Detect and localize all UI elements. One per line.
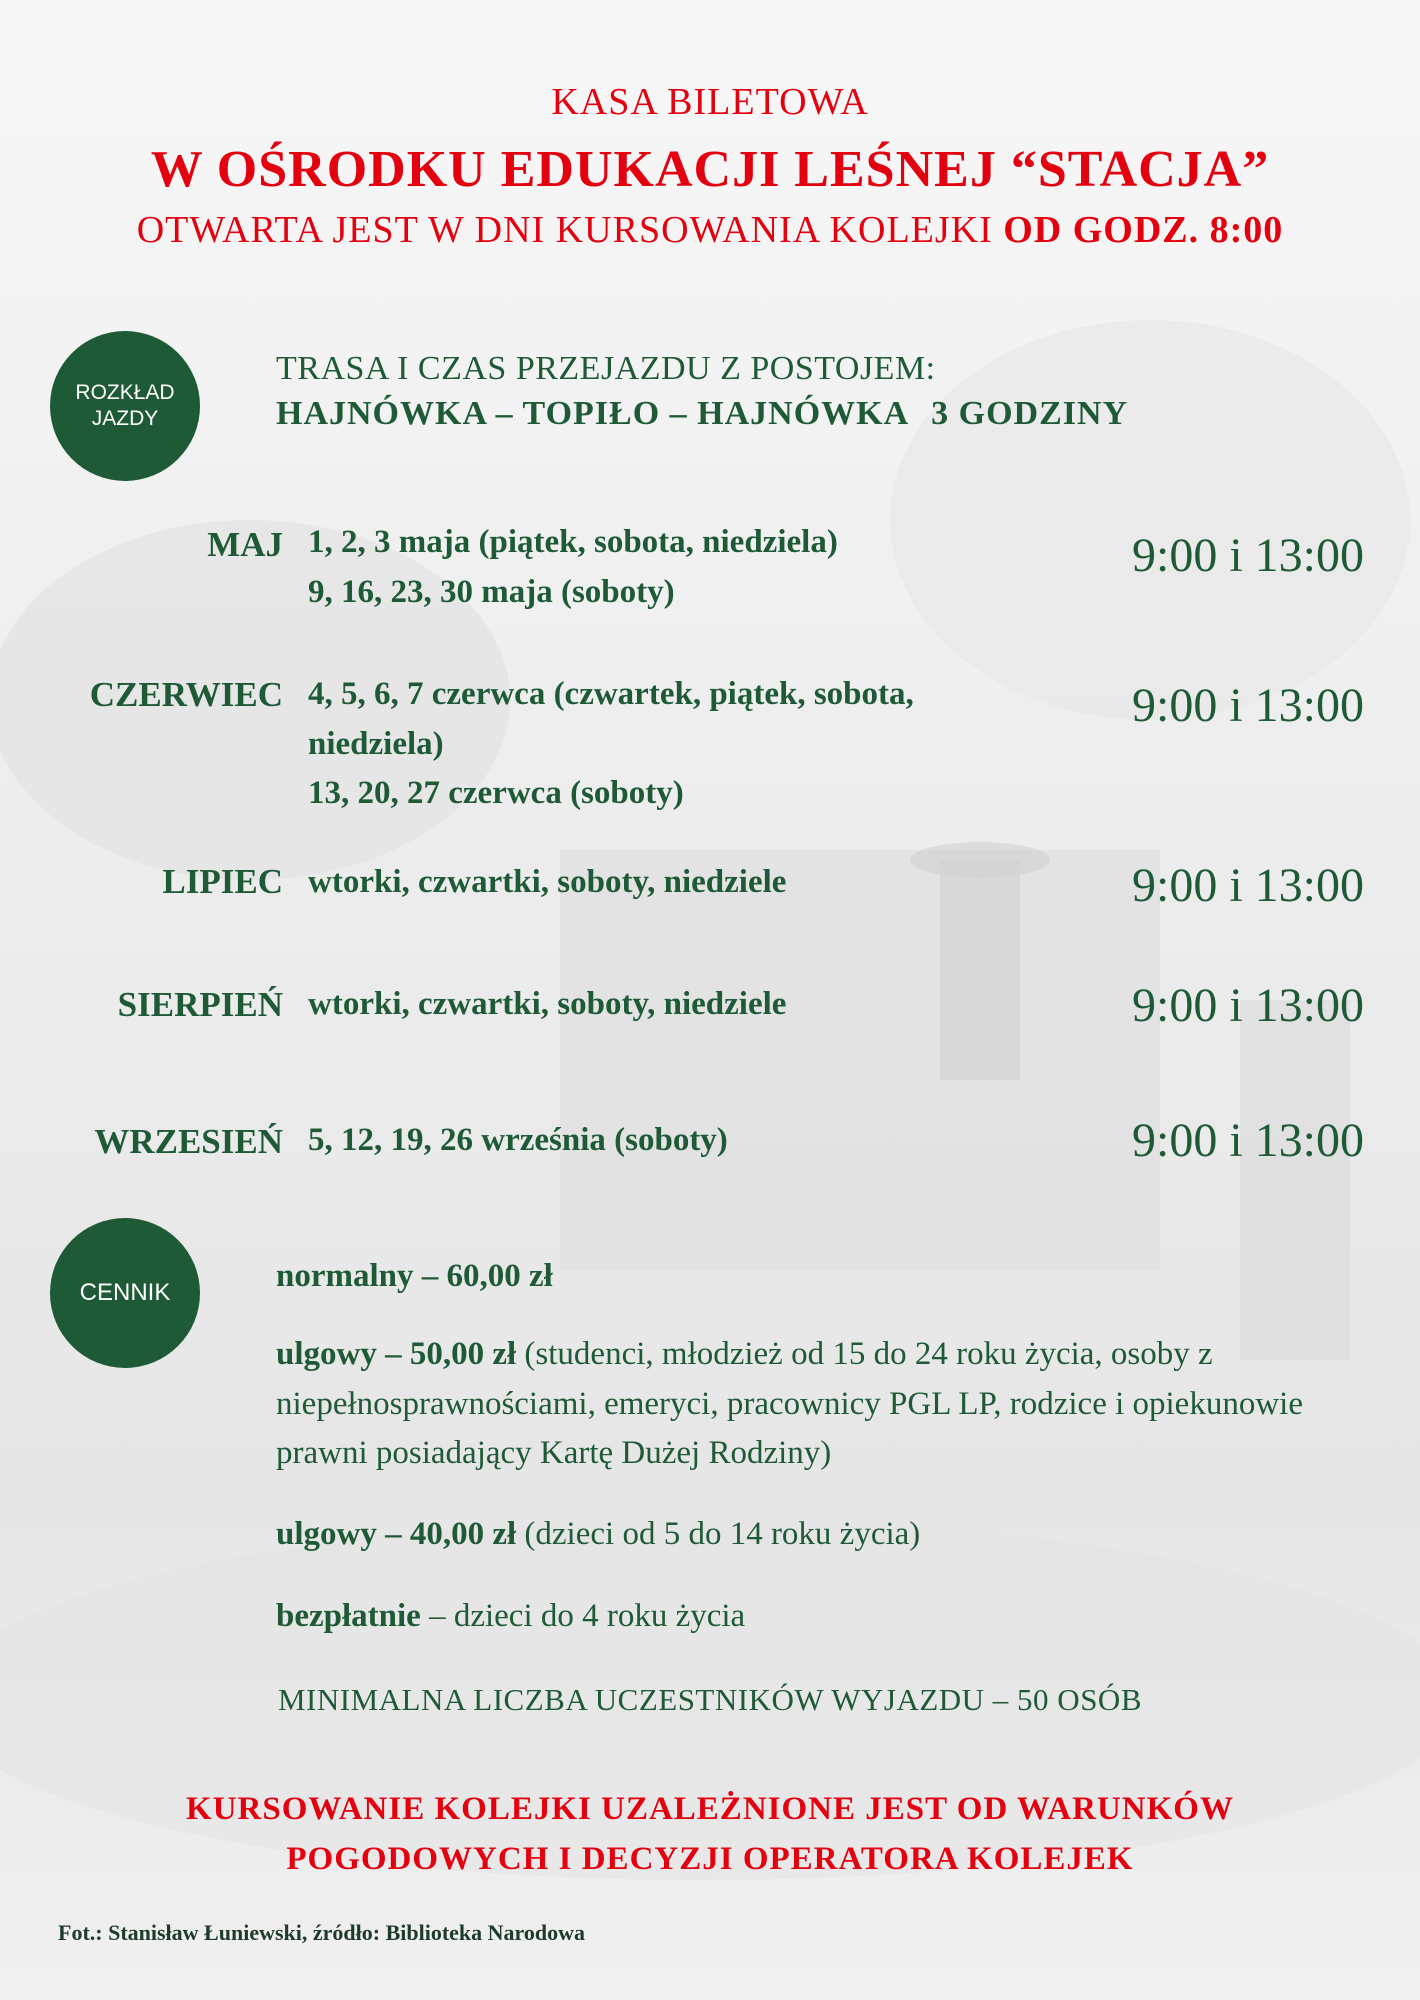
dates-line: 5, 12, 19, 26 września (soboty): [308, 1122, 728, 1158]
minimum-participants: MINIMALNA LICZBA UCZESTNIKÓW WYJAZDU – 50 OSÓB: [277, 1682, 1142, 1717]
price-desc: – dzieci do 4 roku życia: [420, 1598, 746, 1634]
header-line-1: KASA BILETOWA: [551, 81, 869, 123]
opening-text: OTWARTA JEST W DNI KURSOWANIA KOLEJKI: [136, 209, 1004, 251]
dates-line: 1, 2, 3 maja (piątek, sobota, niedziela): [308, 524, 838, 560]
route-duration: 3 GODZINY: [931, 395, 1129, 432]
price-bold: normalny – 60,00 zł: [276, 1258, 553, 1294]
dates-line: 9, 16, 23, 30 maja (soboty): [308, 573, 675, 610]
dates-line: 4, 5, 6, 7 czerwca (czwartek, piątek, sobota, niedziela): [308, 676, 914, 762]
price-desc: (dzieci od 5 do 14 roku życia): [516, 1516, 921, 1552]
price-free: [276, 1592, 1326, 1642]
warning-line-2: POGODOWYCH I DECYZJI OPERATORA KOLEJEK: [286, 1840, 1134, 1877]
price-bold: bezpłatnie: [276, 1598, 421, 1634]
price-desc: (studenci, młodzież od 15 do 24 roku życia, osoby z niepełnosprawnościami, emeryci, pracownicy PGL LP, rodzice i opiekunowie prawni posiadający Kartę Dużej Rodziny): [276, 1336, 1303, 1471]
month-may: MAJ: [207, 525, 283, 564]
price-badge: CENNIK: [50, 1218, 200, 1368]
route-path: HAJNÓWKA – TOPIŁO – HAJNÓWKA: [276, 395, 910, 432]
month-september: WRZESIEŃ: [94, 1122, 283, 1161]
price-bold: ulgowy – 40,00 zł: [276, 1516, 517, 1552]
price-reduced-50: [276, 1330, 1306, 1479]
dates-august: [308, 980, 1068, 1030]
price-normal: [276, 1252, 1326, 1302]
time-july: 9:00 i 13:00: [1131, 859, 1364, 912]
time-may: 9:00 i 13:00: [1131, 529, 1364, 582]
photo-credit: Fot.: Stanisław Łuniewski, źródło: Biblioteka Narodowa: [58, 1920, 586, 1945]
month-august: SIERPIEŃ: [117, 985, 283, 1024]
weather-warning: [0, 1785, 1420, 1884]
time-september: 9:00 i 13:00: [1131, 1114, 1364, 1167]
route-label: TRASA I CZAS PRZEJAZDU Z POSTOJEM:: [276, 350, 936, 387]
time-august: 9:00 i 13:00: [1131, 979, 1364, 1032]
time-june: 9:00 i 13:00: [1131, 679, 1364, 732]
opening-hour: OD GODZ. 8:00: [1003, 209, 1284, 251]
price-reduced-40: [276, 1510, 1326, 1560]
dates-september: [308, 1116, 1068, 1166]
dates-line: 13, 20, 27 czerwca (soboty): [308, 775, 684, 811]
dates-line: wtorki, czwartki, soboty, niedziele: [308, 864, 787, 900]
schedule-badge: [50, 331, 200, 481]
dates-july: [308, 858, 1068, 908]
dates-may: [308, 518, 1068, 617]
month-july: LIPIEC: [162, 862, 283, 901]
schedule-badge-line-2: JAZDY: [91, 407, 159, 430]
dates-june: [308, 670, 1048, 819]
header-line-3: [0, 208, 1420, 252]
header-title: W OŚRODKU EDUKACJI LEŚNEJ “STACJA”: [150, 141, 1270, 198]
warning-line-1: KURSOWANIE KOLEJKI UZALEŻNIONE JEST OD WARUNKÓW: [186, 1791, 1234, 1827]
month-june: CZERWIEC: [89, 675, 283, 714]
dates-line: wtorki, czwartki, soboty, niedziele: [308, 986, 787, 1022]
route-info: [276, 395, 1128, 433]
schedule-badge-line-1: ROZKŁAD: [75, 380, 175, 404]
price-bold: ulgowy – 50,00 zł: [276, 1336, 517, 1372]
